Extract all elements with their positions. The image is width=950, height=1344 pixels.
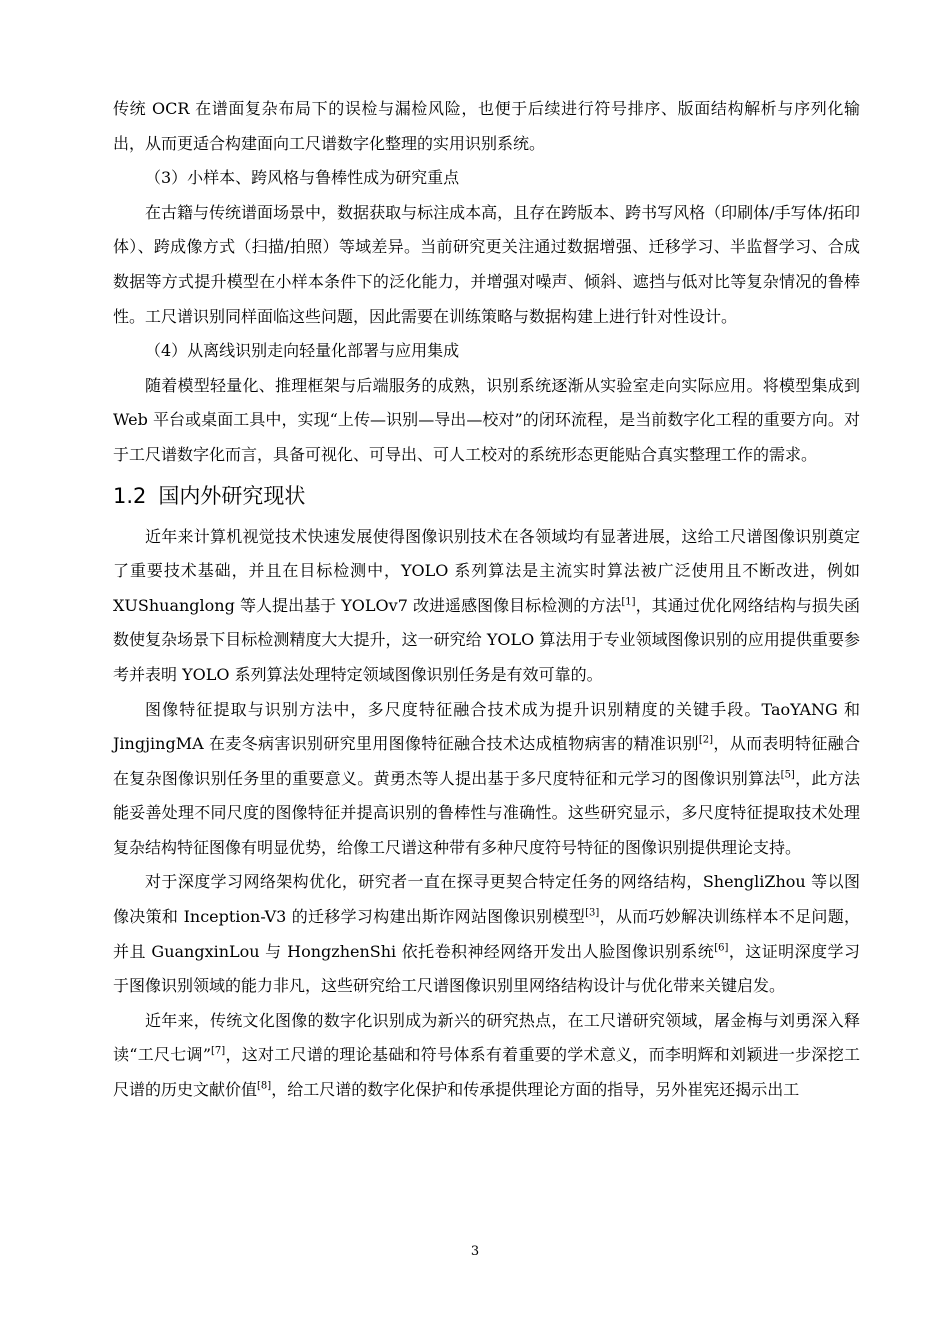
paragraph-multiscale (113, 693, 860, 866)
citation-1: [1] (621, 596, 636, 608)
subheading-deployment: （4）从离线识别走向轻量化部署与应用集成 (145, 341, 460, 361)
citation-7: [7] (211, 1046, 226, 1058)
text-run: ，此方法能妥善处理不同尺度的图像特征并提高识别的鲁棒性与准确性。这些研究显示，多尺度特征提取技术处理复杂结构特征图像有明显优势，给像工尺谱这种带有多种尺度符号特征的图像识别提供理论支持。 (113, 768, 860, 857)
subheading-small-sample: （3）小样本、跨风格与鲁棒性成为研究重点 (145, 168, 460, 188)
section-heading (113, 476, 860, 516)
text-run: ，这证明深度学习于图像识别领域的能力非凡，这些研究给工尺谱图像识别里网络结构设计与优化带来关键启发。 (113, 941, 860, 996)
paragraph-deployment: 随着模型轻量化、推理框架与后端服务的成熟，识别系统逐渐从实验室走向实际应用。将模型集成到 Web 平台或桌面工具中，实现“上传—识别—导出—校对”的闭环流程，是当前数字化工程的重要方向。对于工尺谱数字化而言，具备可视化、可导出、可人工校对的系统形态更能贴合真实整理工作的需求。 (113, 375, 860, 464)
citation-5: [5] (780, 769, 795, 781)
text-run: ，从而巧妙解决训练样本不足问题，并且 GuangxinLou 与 HongzhenShi 依托卷积神经网络开发出人脸图像识别系统 (113, 907, 860, 961)
text-run: 近年来，传统文化图像的数字化识别成为新兴的研究热点，在工尺谱研究领域，屠金梅与刘勇深入释读“工尺七调” (113, 1010, 860, 1065)
paragraph-network-architecture (113, 865, 860, 1003)
paragraph-traditional-culture (113, 1004, 860, 1108)
text-run: ，给工尺谱的数字化保护和传承提供理论方面的指导，另外崔宪还揭示出工 (271, 1080, 800, 1100)
text-run: ，其通过优化网络结构与损失函数使复杂场景下目标检测精度大大提升，这一研究给 YOLO 算法用于专业领域图像识别的应用提供重要参考并表明 YOLO 系列算法处理特定领域图像识别任务是有效可靠的。 (113, 595, 860, 684)
paragraph-yolo (113, 520, 860, 693)
citation-2: [2] (698, 734, 714, 746)
section-number: 1.2 (113, 483, 147, 508)
text-run: 近年来计算机视觉技术快速发展使得图像识别技术在各领域均有显著进展，这给工尺谱图像识别奠定了重要技术基础，并且在目标检测中，YOLO 系列算法是主流实时算法被广泛使用且不断改进，例如 XUShuanglong 等人提出基于 YOLOv7 改进遥感图像目标检测的方法 (113, 526, 860, 615)
paragraph-ocr-continuation: 传统 OCR 在谱面复杂布局下的误检与漏检风险，也便于后续进行符号排序、版面结构解析与序列化输出，从而更适合构建面向工尺谱数字化整理的实用识别系统。 (113, 99, 860, 153)
page-content (113, 92, 860, 1108)
paragraph-small-sample: 在古籍与传统谱面场景中，数据获取与标注成本高，且存在跨版本、跨书写风格（印刷体/手写体/拓印体）、跨成像方式（扫描/拍照）等域差异。当前研究更关注通过数据增强、迁移学习、半监督学习、合成数据等方式提升模型在小样本条件下的泛化能力，并增强对噪声、倾斜、遮挡与低对比等复杂情况的鲁棒性。工尺谱识别同样面临这些问题，因此需要在训练策略与数据构建上进行针对性设计。 (113, 202, 860, 326)
text-run: ，这对工尺谱的理论基础和符号体系有着重要的学术意义，而李明辉和刘颖进一步深挖工尺谱的历史文献价值 (113, 1045, 860, 1100)
text-run: ，从而表明特征融合在复杂图像识别任务里的重要意义。黄勇杰等人提出基于多尺度特征和元学习的图像识别算法 (113, 734, 860, 788)
citation-8: [8] (257, 1080, 272, 1092)
page-number: 3 (470, 1244, 480, 1259)
section-title: 国内外研究现状 (158, 483, 306, 508)
citation-3: [3] (585, 907, 600, 919)
text-run: 图像特征提取与识别方法中，多尺度特征融合技术成为提升识别精度的关键手段。TaoYANG 和 JingjingMA 在麦冬病害识别研究里用图像特征融合技术达成植物病害的精准识别 (113, 699, 860, 754)
citation-6: [6] (714, 942, 729, 954)
text-run: 对于深度学习网络架构优化，研究者一直在探寻更契合特定任务的网络结构，ShengliZhou 等以图像决策和 Inception-V3 的迁移学习构建出斯诈网站图像识别模型 (113, 872, 860, 927)
